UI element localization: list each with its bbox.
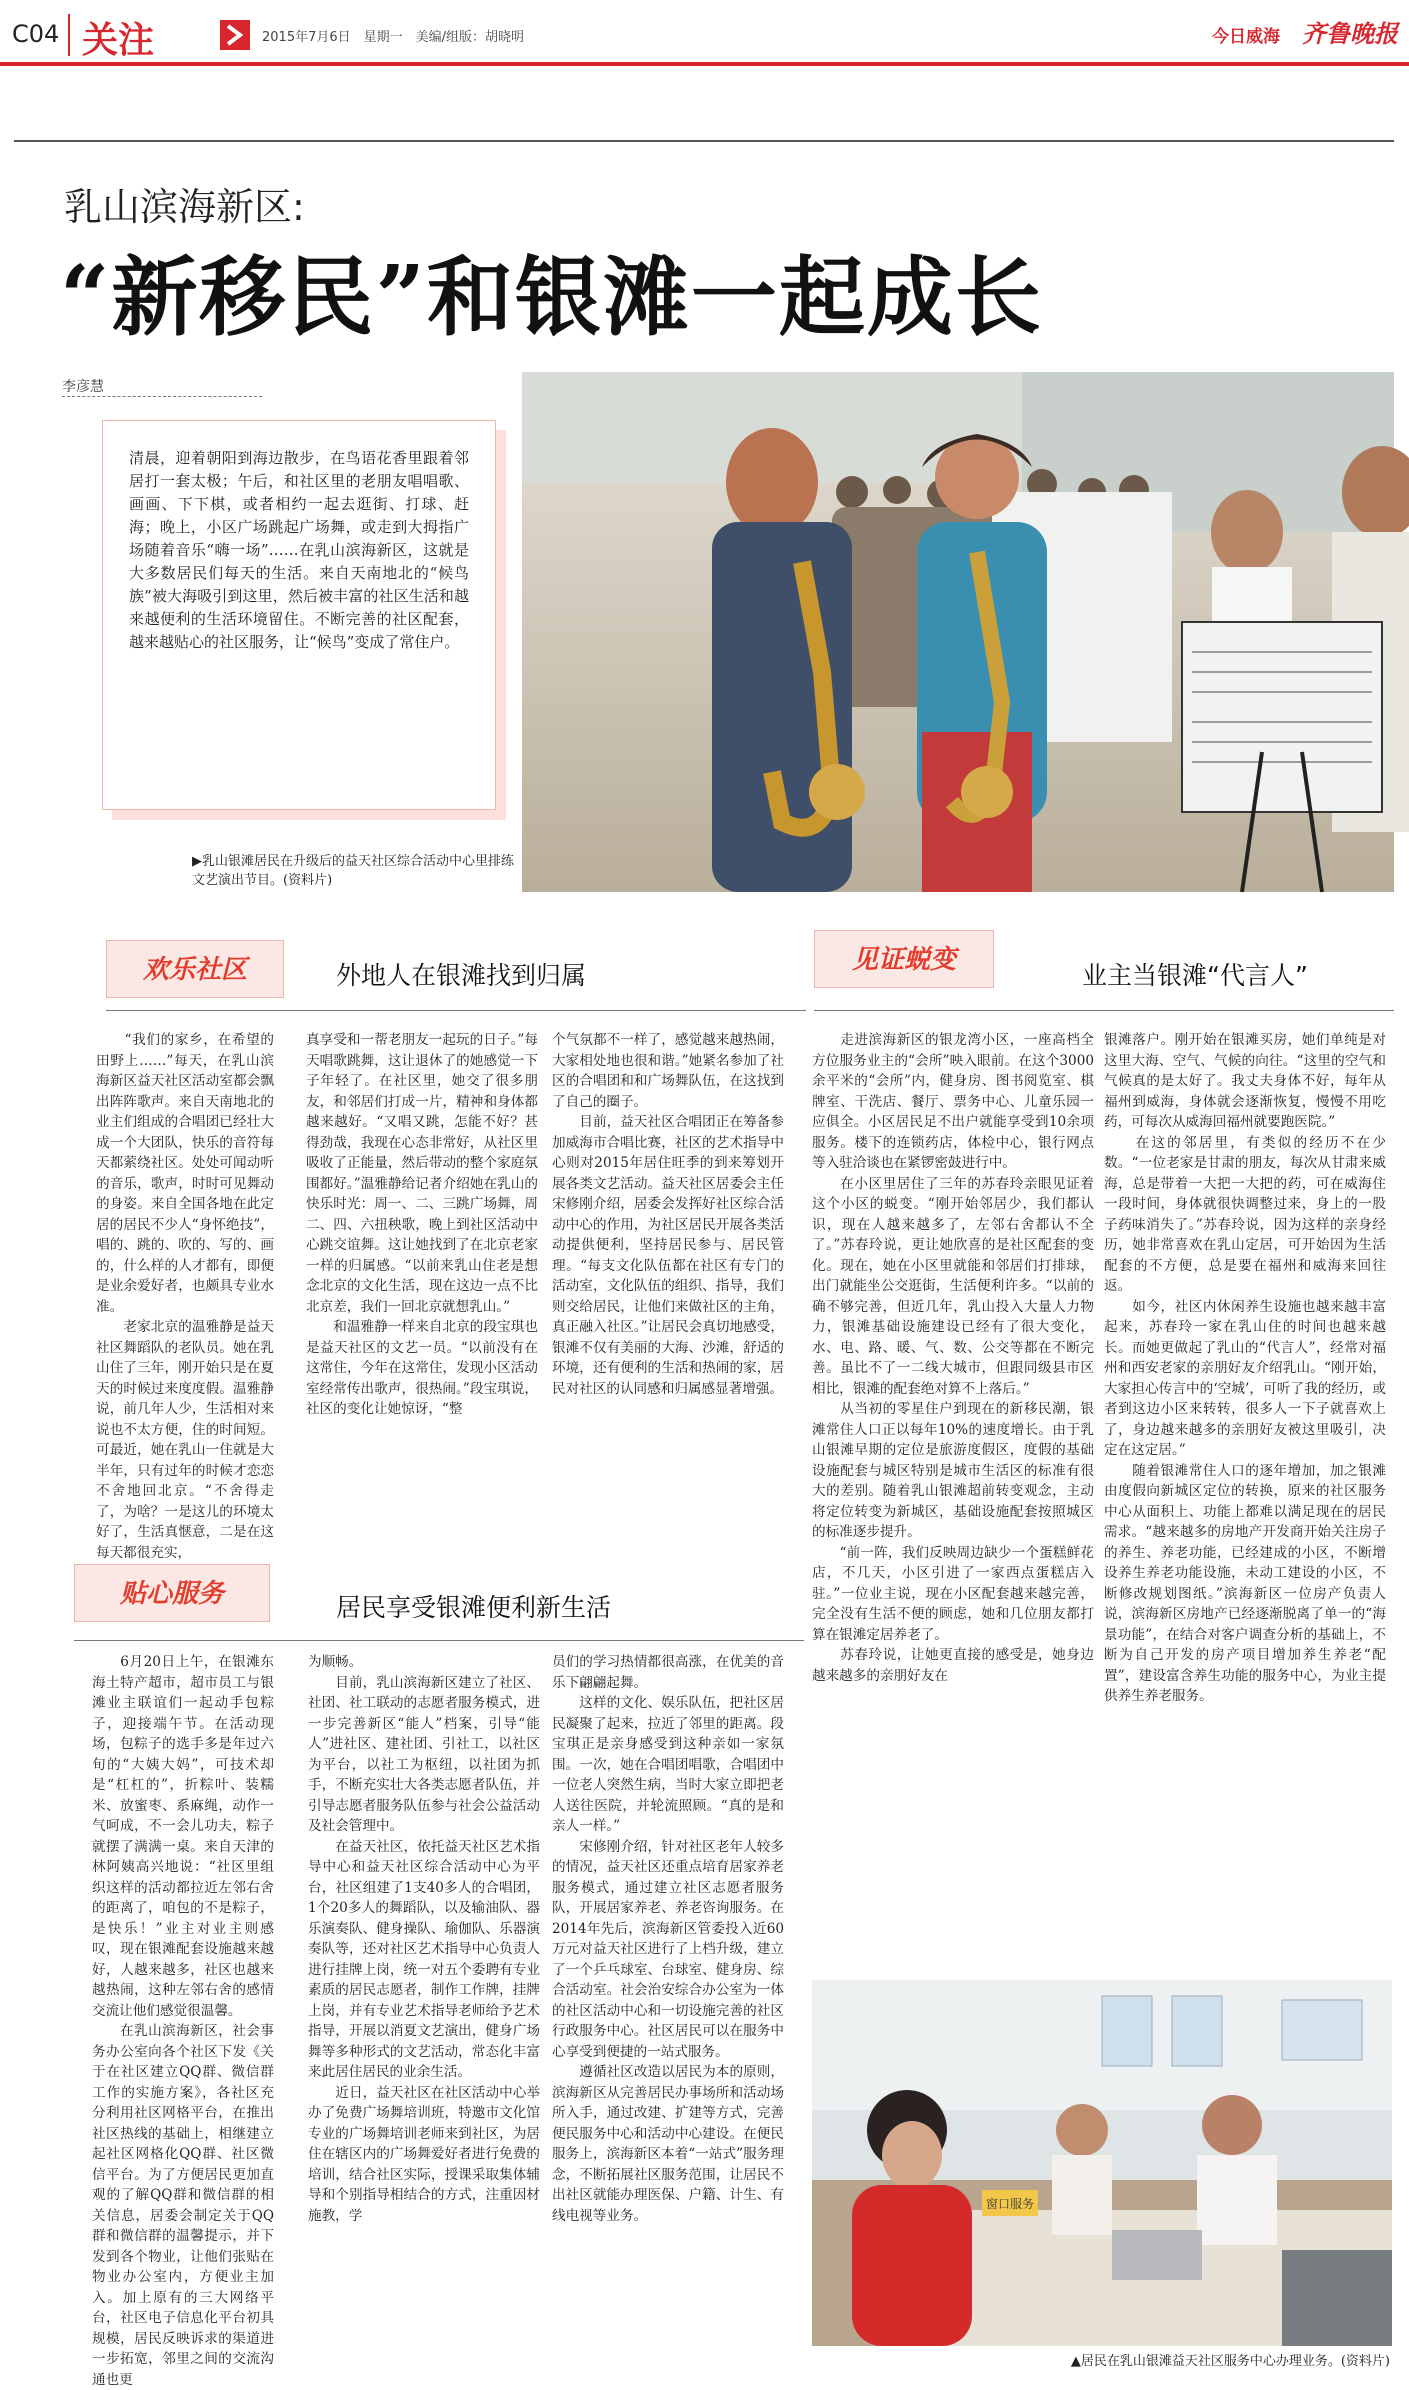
photo-service-center — [812, 1980, 1392, 2346]
arrow-icon — [220, 20, 250, 50]
section-rule — [814, 1010, 1394, 1011]
section-name: 关注 — [82, 20, 155, 61]
page-header — [0, 0, 1409, 66]
byline: 李彦慧 — [62, 379, 104, 395]
section-rule — [106, 1010, 806, 1011]
section-title-new-life: 居民享受银滩便利新生活 — [336, 1593, 612, 1622]
sec1-col2: 真享受和一帮老朋友一起玩的日子。”每天唱歌跳舞，这让退休了的她感觉一下子年轻了。在社区里，她交了很多朋友，和邻居们打成一片，精神和身体都越来越好。“又唱又跳，怎能不好？甚得劲哉，我现在心态非常好，从社区里吸收了正能量，然后带动的整个家庭氛围都好。”温雅静给记者介绍她在乳山的快乐时光：周一、二、三跳广场舞，周二、四、六扭秧歌，晚上到社区活动中心跳交谊舞。这让她找到了在北京老家一样的归属感。“以前来乳山住老是想念北京的文化生活，现在这边一点不比北京差，我们一回北京就想乳山。” 和温雅静一样来自北京的段宝琪也是益天社区的文艺一员。“以前没有在这常住，今年在这常住，发现小区活动室经常传出歌声，很热闹。”段宝琪说，社区的变化让她惊讶，“整 — [306, 1032, 538, 1417]
top-rule — [14, 140, 1394, 142]
counter-sign: 窗口服务 — [985, 2197, 1035, 2211]
sec3-col3: 员们的学习热情都很高涨，在优美的音乐下翩翩起舞。 这样的文化、娱乐队伍，把社区居民凝聚了起来，拉近了邻里的距离。段宝琪正是亲身感受到这种亲如一家氛围。一次，她在合唱团唱歌，合唱团中一位老人突然生病，当时大家立即把老人送往医院，并轮流照顾。“真的是和亲人一样。” 宋修刚介绍，针对社区老年人较多的情况，益天社区还重点培育居家养老服务模式，通过建立社区志愿者服务队，开展居家养老、养老咨询服务。在2014年先后，滨海新区管委投入近60万元对益天社区进行了上档升级，建立了一个乒乓球室、台球室、健身房、综合活动室。社会治安综合办公室为一体的社区活动中心和一切设施完善的社区行政服务中心。社区居民可以在服务中心享受到便捷的一站式服务。 遵循社区改造以居民为本的原则，滨海新区从完善居民办事场所和活动场所入手，通过改建、扩建等方式，完善便民服务中心和活动中心建设。在便民服务上，滨海新区本着“一站式”服务理念，不断拓展社区服务范围，让居民不出社区就能办理医保、户籍、计生、有线电视等业务。 — [552, 1654, 784, 2224]
section-title-ambassador: 业主当银滩“代言人” — [1082, 961, 1308, 990]
byline-rule — [62, 396, 262, 397]
photo-band-rehearsal — [522, 372, 1394, 892]
sec2-col2: 银滩落户。刚开始在银滩买房，她们单纯是对这里大海、空气、气候的向往。“这里的空气和气候真的是太好了。我丈夫身体不好，每年从福州到威海，身体就会逐渐恢复，慢慢不用吃药，可每次从威海回福州就要跑医院。” 在这的邻居里，有类似的经历不在少数。“一位老家是甘肃的朋友，每次从甘肃来威海，总是带着一大把一大把的药，可在威海住一段时间，身体就很快调整过来，身上的一股子药味消失了。”苏春玲说，因为这样的亲身经历，她非常喜欢在乳山定居，可开始因为生活配套的不方便，总是要在福州和威海来回往返。 如今，社区内休闲养生设施也越来越丰富起来，苏春玲一家在乳山住的时间也越来越长。而她更做起了乳山的“代言人”，经常对福州和西安老家的亲朋好友介绍乳山。“刚开始，大家担心传言中的‘空城’，可听了我的经历，或者到这边小区来转转，很多人一下子就喜欢上了，身边越来越多的亲朋好友被这里吸引，决定在这定居。” 随着银滩常住人口的逐年增加，加之银滩由度假向新城区定位的转换，原来的社区服务中心从面积上、功能上都难以满足现在的居民需求。“越来越多的房地产开发商开始关注房子的养生、养老功能，已经建成的小区，不断增设养生养老功能设施，未动工建设的小区，不断修改规划图纸。”滨海新区一位房产负责人说，滨海新区房地产已经逐渐脱离了单一的“海景功能”，在结合对客户调查分析的基础上，不断为自己开发的房产项目增加养生养老“配置”，建设富含养生功能的服务中心，为业主提供养生养老服务。 — [1104, 1032, 1386, 1704]
sec3-col2: 为顺畅。 目前，乳山滨海新区建立了社区、社团、社工联动的志愿者服务模式，进一步完善新区“能人”档案，引导“能人”进社区、建社团、引社工，以社区为平台，以社工为枢纽，以社团为抓手，不断充实壮大各类志愿者队伍，并引导志愿者服务队伍参与社会公益活动及社会管理中。 在益天社区，依托益天社区艺术指导中心和益天社区综合活动中心为平台，社区组建了1支40多人的合唱团，1个20多人的舞蹈队，以及输油队、器乐演奏队、健身操队、瑜伽队、乐器演奏队等，还对社区艺术指导中心负责人进行挂牌上岗，统一对五个委聘有专业素质的居民志愿者，制作工作牌，挂牌上岗，并有专业艺术指导老师给予艺术指导，开展以消夏文艺演出，健身广场舞等多种形式的文艺活动，常态化丰富来此居住居民的业余生活。 近日，益天社区在社区活动中心举办了免费广场舞培训班，特邀市文化馆专业的广场舞培训老师来到社区，为居住在辖区内的广场舞爱好者进行免费的培训，结合社区实际，授课采取集体辅导和个别指导相结合的方式，注重因材施教，学 — [308, 1654, 540, 2224]
headline-title: “新移民”和银滩一起成长 — [60, 247, 1043, 348]
header-separator — [68, 14, 70, 56]
section-tag-witness-change — [814, 930, 994, 988]
photo2-caption: ▲居民在乳山银滩益天社区服务中心办理业务。(资料片) — [1070, 2354, 1390, 2369]
page-number: C04 — [12, 20, 60, 48]
masthead-logo: 齐鲁晚报 — [1302, 19, 1398, 48]
section-title-belonging: 外地人在银滩找到归属 — [336, 961, 587, 990]
photo1-caption: ▶乳山银滩居民在升级后的益天社区综合活动中心里排练文艺演出节目。(资料片) — [192, 854, 514, 888]
tag-label: 见证蜕变 — [851, 945, 956, 975]
sec1-col1: “我们的家乡，在希望的田野上……”每天，在乳山滨海新区益天社区活动室都会飘出阵阵歌声。来自天南地北的业主们组成的合唱团已经壮大成一个大团队，快乐的音符每天都萦绕社区。处处可闻动听的音乐，歌声，时时可见舞动的身姿。来自全国各地在此定居的居民不少人“身怀绝技”，唱的、跳的、吹的、写的、画的，什么样的人才都有，即便是业余爱好者，也颇具专业水准。 老家北京的温雅静是益天社区舞蹈队的老队员。她在乳山住了三年，刚开始只是在夏天的时候过来度度假。温雅静说，前几年人少，生活相对来说也不太方便，住的时间短。可最近，她在乳山一住就是大半年，只有过年的时候才恋恋不舍地回北京。“不舍得走了，为啥？一是这儿的环境太好了，生活真惬意，二是在这每天都很充实， — [96, 1032, 274, 1561]
column-name: 今日威海 — [1212, 27, 1280, 47]
section-rule — [74, 1640, 804, 1641]
lead-box — [102, 420, 496, 810]
headline-kicker: 乳山滨海新区: — [64, 185, 305, 229]
tag-label: 贴心服务 — [119, 1579, 224, 1609]
tag-label: 欢乐社区 — [142, 955, 247, 985]
sec3-col1: 6月20日上午，在银滩东海土特产超市，超市员工与银滩业主联谊们一起动手包粽子，迎接端午节。在活动现场，包粽子的选手多是年过六旬的“大姨大妈”，可技术却是“杠杠的”，折粽叶、装糯米、放蜜枣、系麻绳，动作一气呵成，不一会儿功夫，粽子就摆了满满一桌。来自天津的林阿姨高兴地说：“社区里组织这样的活动都拉近左邻右舍的距离了，咱包的不是粽子，是快乐！”业主对业主则感叹，现在银滩配套设施越来越好，人越来越多，社区也越来越热闹，这种左邻右舍的感情交流让他们感觉很温馨。 在乳山滨海新区，社会事务办公室向各个社区下发《关于在社区建立QQ群、微信群工作的实施方案》，各社区充分利用社区网格平台，在推出社区热线的基础上，相继建立起社区网格化QQ群、社区微信平台。为了方便居民更加直观的了解QQ群和微信群的相关信息，居委会制定关于QQ群和微信群的温馨提示，并下发到各个物业，让他们张贴在物业办公室内，方便业主加入。加上原有的三大网络平台，社区电子信息化平台初具规模，居民反映诉求的渠道进一步拓宽，邻里之间的交流沟通也更 — [92, 1654, 274, 2388]
section-tag-caring-service — [74, 1564, 270, 1622]
date-line: 2015年7月6日 星期一 美编/组版：胡晓明 — [262, 30, 525, 45]
section-tag-happy-community — [106, 940, 284, 998]
lead-text: 清晨，迎着朝阳到海边散步，在鸟语花香里跟着邻居打一套太极；午后，和社区里的老朋友唱唱歌、画画、下下棋，或者相约一起去逛街、打球、赶海；晚上，小区广场跳起广场舞，或走到大拇指广场随着音乐“嗨一场”……在乳山滨海新区，这就是大多数居民们每天的生活。来自天南地北的“候鸟族”被大海吸引到这里，然后被丰富的社区生活和越来越便利的生活环境留住。不断完善的社区配套，越来越贴心的社区服务，让“候鸟”变成了常住户。 — [129, 449, 469, 651]
sec1-col3: 个气氛都不一样了，感觉越来越热闹，大家相处地也很和谐。”她紧名参加了社区的合唱团和和广场舞队伍，在这找到了自己的圈子。 目前，益天社区合唱团正在筹备参加威海市合唱比赛，社区的艺术指导中心则对2015年居住旺季的到来筹划开展各类文艺活动。益天社区居委会主任宋修刚介绍，居委会发挥好社区综合活动中心的作用，为社区居民开展各类活动提供便利，坚持居民参与、居民管理。“每支文化队伍都在社区有专门的活动室，文化队伍的组织、指导，我们则交给居民，让他们来做社区的主角，真正融入社区。”让居民会真切地感受，银滩不仅有美丽的大海、沙滩，舒适的环境，还有便利的生活和热闹的家，居民对社区的认同感和归属感显著增强。 — [552, 1032, 784, 1397]
sec2-col1: 走进滨海新区的银龙湾小区，一座高档全方位服务业主的“会所”映入眼前。在这个3000余平米的“会所”内，健身房、图书阅览室、棋牌室、干洗店、餐厅、票务中心、儿童乐园一应俱全。小区居民足不出户就能享受到10余项服务。楼下的连锁药店，体检中心，银行网点等入驻洽谈也在紧锣密鼓进行中。 在小区里居住了三年的苏春玲亲眼见证着这个小区的蜕变。“刚开始邻居少，我们都认识，现在人越来越多了，左邻右舍都认不全了。”苏春玲说，更让她欣喜的是社区配套的变化。现在，她在小区里就能和邻居们打排球，出门就能坐公交逛街，生活便利许多。“以前的确不够完善，但近几年，乳山投入大量人力物力，银滩基础设施建设已经有了很大变化，水、电、路、暖、气、数、公交等都在不断完善。虽比不了一二线大城市，但跟同级县市区相比，银滩的配套绝对算不上落后。” 从当初的零星住户到现在的新移民潮，银滩常住人口正以每年10%的速度增长。由于乳山银滩早期的定位是旅游度假区，度假的基础设施配套与城区特别是城市生活区的标准有很大的差别。随着乳山银滩超前转变观念，主动将定位转变为新城区，基础设施配套按照城区的标准逐步提升。 “前一阵，我们反映周边缺少一个蛋糕鲜花店，不几天，小区引进了一家西点蛋糕店入驻。”一位业主说，现在小区配套越来越完善，完全没有生活不便的顾虑，她和几位朋友都打算在银滩定居养老了。 苏春玲说，让她更直接的感受是，她身边越来越多的亲朋好友在 — [812, 1032, 1094, 1684]
